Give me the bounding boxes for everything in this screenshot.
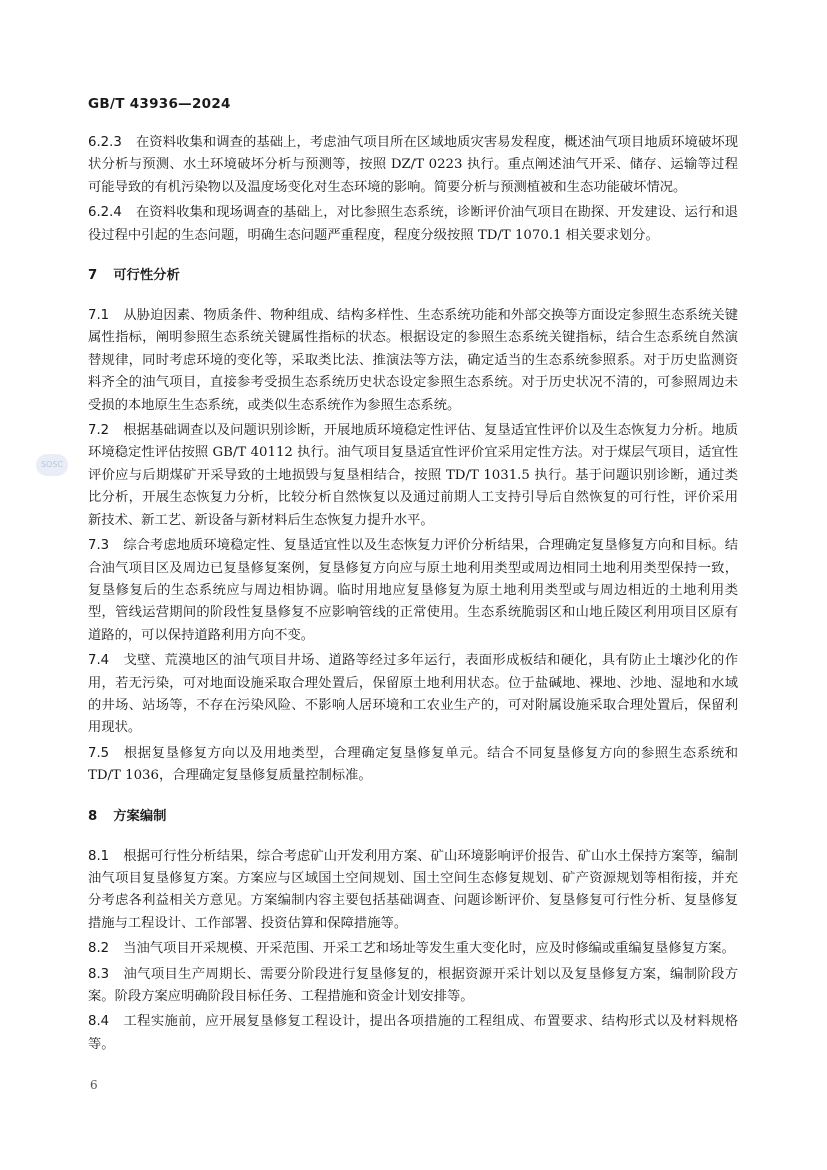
clause-7-4: 7.4 戈壁、荒漠地区的油气项目井场、道路等经过多年运行，表面形成板结和硬化，具有防止土壤沙化的作用，若无污染，可对地面设施采取合理处置后，保留原土地利用状态。位于盐碱地、裸地、沙地、湿地和水域的井场、站场等，不存在污染风险、不影响人居环境和工农业生产的，可对附属设施采取合理处置后，保留利用现状。 [88,653,738,736]
watermark-logo: SOSC [36,454,68,476]
section-heading-7: 7 可行性分析 [88,268,180,284]
standard-code: GB/T 43936—2024 [88,96,231,112]
clause-8-1: 8.1 根据可行性分析结果，综合考虑矿山开发利用方案、矿山环境影响评价报告、矿山水土保持方案等，编制油气项目复垦修复方案。方案应与区域国土空间规划、国土空间生态修复规划、矿产资源规划等相衔接，并充分考虑各利益相关方意见。方案编制内容主要包括基础调查、问题诊断评价、复垦修复可行性分析、复垦修复措施与工程设计、工作部署、投资估算和保障措施等。 [88,848,738,931]
clause-8-3: 8.3 油气项目生产周期长、需要分阶段进行复垦修复的，根据资源开采计划以及复垦修复方案，编制阶段方案。阶段方案应明确阶段目标任务、工程措施和资金计划安排等。 [88,966,738,1004]
page-number: 6 [90,1078,98,1092]
clause-8-4: 8.4 工程实施前，应开展复垦修复工程设计，提出各项措施的工程组成、布置要求、结构形式以及材料规格等。 [88,1014,738,1052]
clause-7-1: 7.1 从胁迫因素、物质条件、物种组成、结构多样性、生态系统功能和外部交换等方面设定参照生态系统关键属性指标，阐明参照生态系统关键属性指标的状态。根据设定的参照生态系统关键指标，结合生态系统自然演替规律，同时考虑环境的变化等，采取类比法、推演法等方法，确定适当的生态系统参照系。对于历史监测资料齐全的油气项目，直接参考受损生态系统历史状态设定参照生态系统。对于历史状况不清的，可参照周边未受损的本地原生生态系统，或类似生态系统作为参照生态系统。 [88,308,738,413]
clause-7-5: 7.5 根据复垦修复方向以及用地类型，合理确定复垦修复单元。结合不同复垦修复方向的参照生态系统和 TD/T 1036，合理确定复垦修复质量控制标准。 [88,745,738,784]
clause-7-3: 7.3 综合考虑地质环境稳定性、复垦适宜性以及生态恢复力评价分析结果，合理确定复垦修复方向和目标。结合油气项目区及周边已复垦修复案例，复垦修复方向应与原土地利用类型或周边相同土地利用类型保持一致，复垦修复后的生态系统应与周边相协调。临时用地应复垦修复为原土地利用类型或与周边相近的土地利用类型，管线运营期间的阶段性复垦修复不应影响管线的正常使用。生态系统脆弱区和山地丘陵区利用项目区原有道路的，可以保持道路利用方向不变。 [88,538,738,643]
clause-8-2: 8.2 当油气项目开采规模、开采范围、开采工艺和场址等发生重大变化时，应及时修编或重编复垦修复方案。 [88,941,735,957]
clause-6-2-4: 6.2.4 在资料收集和现场调查的基础上，对比参照生态系统，诊断评价油气项目在勘探、开发建设、运行和退役过程中引起的生态问题，明确生态问题严重程度，程度分级按照 TD/T 1070.1 相关要求划分。 [88,205,738,243]
document-body [88,132,738,1059]
clause-7-2: 7.2 根据基础调查以及问题识别诊断，开展地质环境稳定性评估、复垦适宜性评价以及生态恢复力分析。地质环境稳定性评估按照 GB/T 40112 执行。油气项目复垦适宜性评价宜采用定性方法。对于煤层气项目，适宜性评价应与后期煤矿开采导致的土地损毁与复垦相结合，按照 TD/T 1031.5 执行。基于问题识别诊断，通过类比分析，开展生态恢复力分析，比较分析自然恢复以及通过前期人工支持引导后自然恢复的可行性，评价采用新技术、新工艺、新设备与新材料后生态恢复力提升水平。 [88,423,738,528]
clause-6-2-3: 6.2.3 在资料收集和调查的基础上，考虑油气项目所在区域地质灾害易发程度，概述油气项目地质环境破坏现状分析与预测、水土环境破坏分析与预测等，按照 DZ/T 0223 执行。重点阐述油气开采、储存、运输等过程可能导致的有机污染物以及温度场变化对生态环境的影响。简要分析与预测植被和生态功能破坏情况。 [88,135,738,195]
section-heading-8: 8 方案编制 [88,808,167,824]
